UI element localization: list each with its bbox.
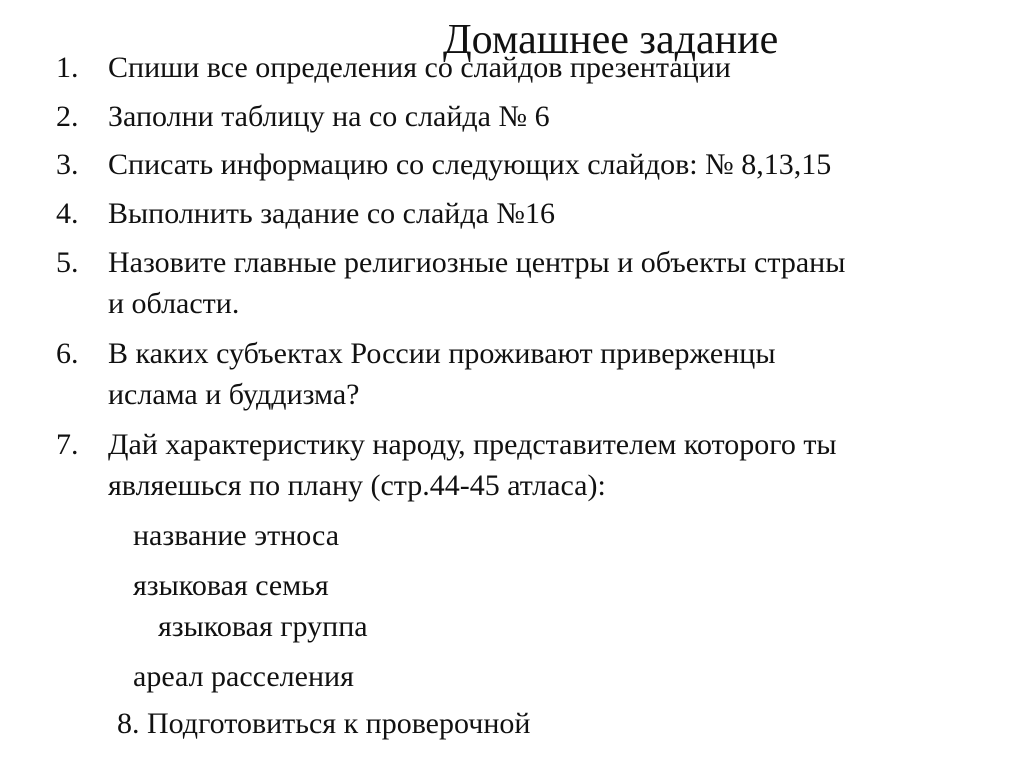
list-item-continuation xyxy=(0,377,1024,413)
item-number: 6. xyxy=(56,337,79,370)
item-number: 3. xyxy=(56,148,79,181)
plan-point: языковая семья xyxy=(133,569,329,602)
list-item xyxy=(0,50,1024,86)
final-item: 8. Подготовиться к проверочной xyxy=(117,707,531,740)
list-item xyxy=(0,147,1024,183)
list-item xyxy=(0,427,1024,463)
item-text: являешься по плану (стр.44-45 атласа): xyxy=(108,469,606,502)
plan-point: название этноса xyxy=(133,519,340,552)
plan-subpoint: языковая группа xyxy=(158,610,368,643)
item-number: 4. xyxy=(56,197,79,230)
item-number: 1. xyxy=(56,51,79,84)
item-text: ислама и буддизма? xyxy=(108,378,360,411)
list-item xyxy=(0,245,1024,281)
slide-title: Домашнее задание xyxy=(443,17,779,63)
item-text: Выполнить задание со слайда №16 xyxy=(108,197,556,230)
list-item xyxy=(0,196,1024,232)
item-text: и области. xyxy=(108,287,240,320)
item-text: Спиши все определения со слайдов презентации xyxy=(108,51,731,84)
item-text: Заполни таблицу на со слайда № 6 xyxy=(108,100,550,133)
item-text: Назовите главные религиозные центры и объекты страны xyxy=(108,246,846,279)
plan-point: ареал расселения xyxy=(133,660,354,693)
item-number: 7. xyxy=(56,428,79,461)
item-text: Списать информацию со следующих слайдов: № 8,13,15 xyxy=(108,148,832,181)
item-number: 2. xyxy=(56,100,79,133)
item-text: В каких субъектах России проживают приверженцы xyxy=(108,337,776,370)
item-text: Дай характеристику народу, представителем которого ты xyxy=(108,428,837,461)
list-item xyxy=(0,336,1024,372)
item-number: 5. xyxy=(56,246,79,279)
list-item xyxy=(0,99,1024,135)
list-item-continuation xyxy=(0,468,1024,504)
list-item-continuation xyxy=(0,286,1024,322)
